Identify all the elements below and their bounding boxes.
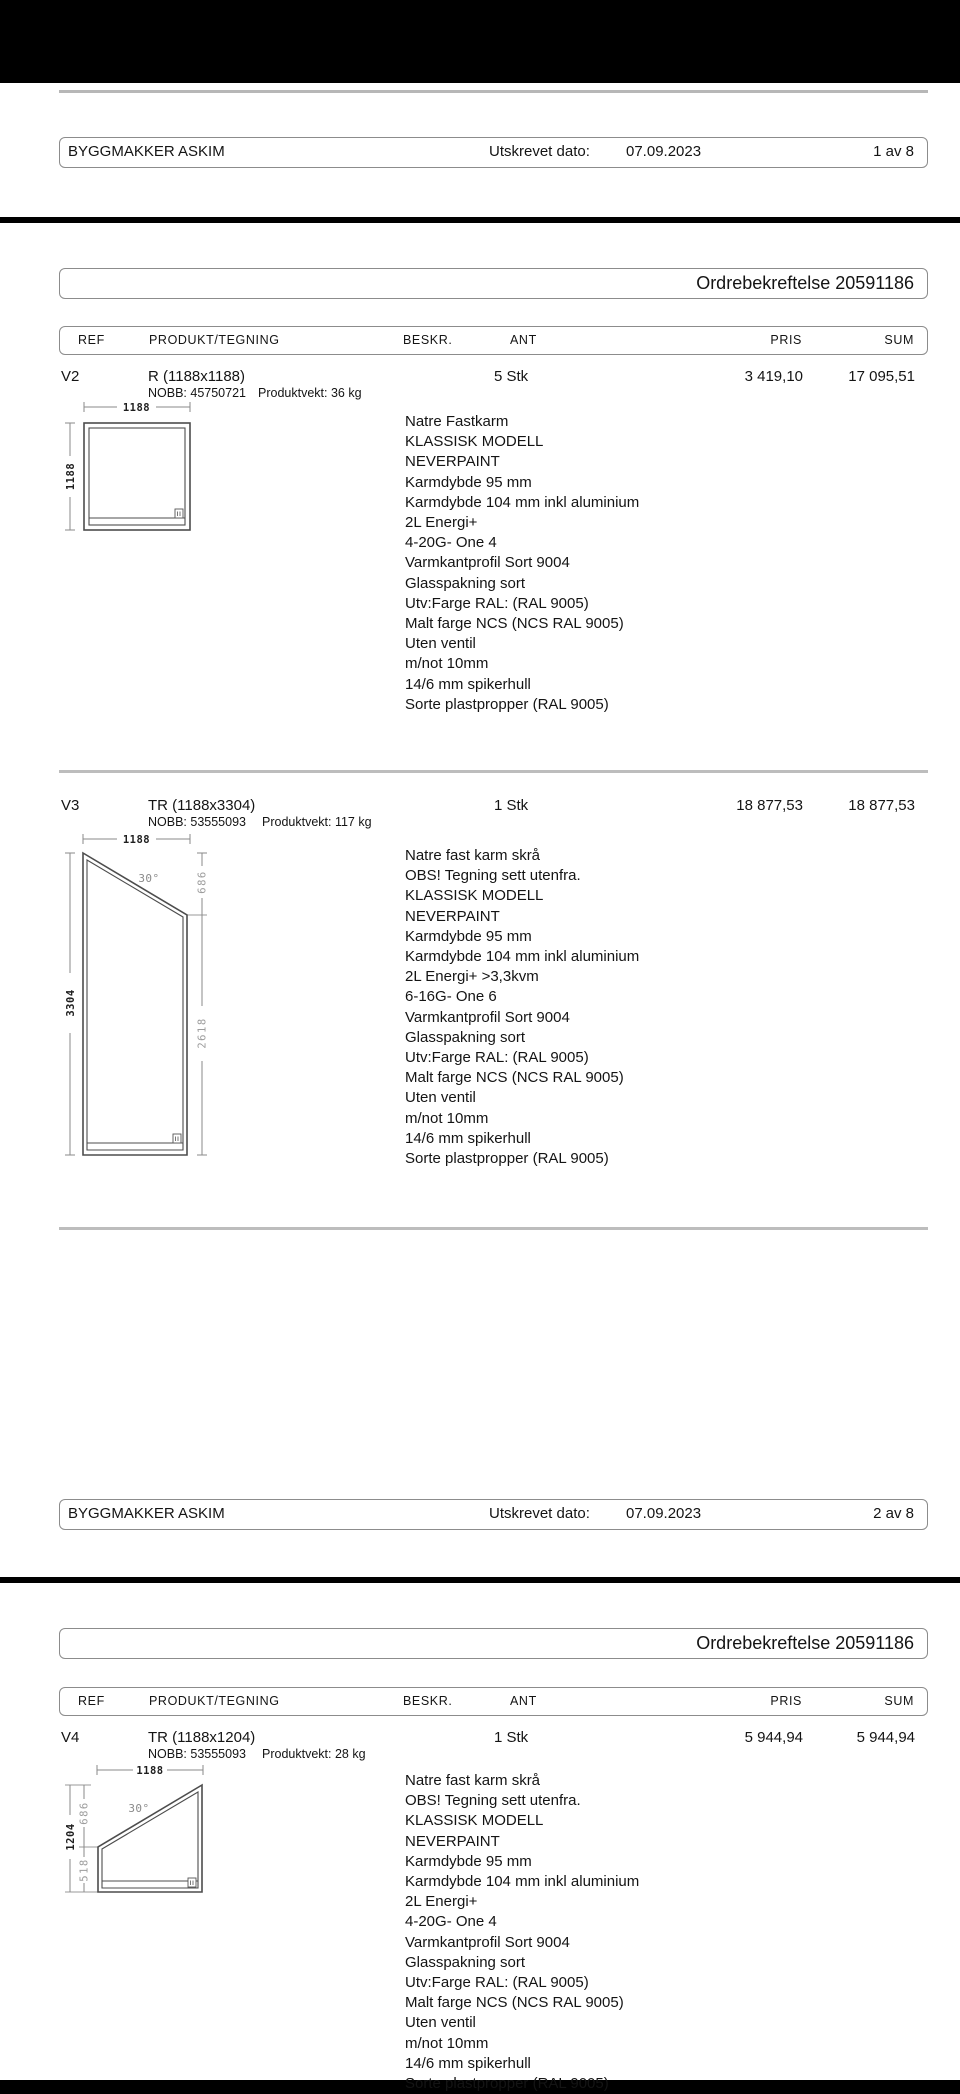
item-qty: 1 Stk <box>494 1729 529 1746</box>
item-qty: 5 Stk <box>494 368 529 385</box>
dim-height-label: 1188 <box>65 462 77 491</box>
item-price: 5 944,94 <box>744 1729 803 1746</box>
item-nobb: NOBB: 53555093 <box>148 815 246 829</box>
item-divider-1 <box>59 770 928 773</box>
item-description <box>405 846 735 1169</box>
description-line: Karmdybde 95 mm <box>405 473 532 491</box>
page-break-1 <box>0 217 960 223</box>
item-weight: Produktvekt: 36 kg <box>258 386 362 400</box>
description-line: Natre fast karm skrå <box>405 1772 541 1789</box>
table-header-2 <box>59 1687 928 1716</box>
description-line: Malt farge NCS (NCS RAL 9005) <box>405 1994 624 2012</box>
description-line: OBS! Tegning sett utenfra. <box>405 867 581 885</box>
dim-bottom-segment-label: 518 <box>78 1858 91 1882</box>
page-break-2 <box>0 1577 960 1583</box>
col-ref: REF <box>78 333 105 347</box>
slope-angle-label: 30° <box>138 872 160 885</box>
window-drawing-v3 <box>59 830 219 1165</box>
dim-top-segment-label: 686 <box>196 870 209 894</box>
page-number: 2 av 8 <box>873 1505 914 1522</box>
item-nobb: NOBB: 45750721 <box>148 386 246 400</box>
description-line: Karmdybde 95 mm <box>405 927 532 945</box>
description-line: Malt farge NCS (NCS RAL 9005) <box>405 615 624 633</box>
dim-height-label: 1204 <box>65 1823 77 1851</box>
description-line: Natre Fastkarm <box>405 413 509 430</box>
frame-marker-icon <box>188 1878 196 1887</box>
item-product: R (1188x1188) <box>148 368 246 385</box>
printed-date-value: 07.09.2023 <box>626 1505 702 1522</box>
description-line: m/not 10mm <box>405 655 489 673</box>
description-line: Glasspakning sort <box>405 1028 526 1046</box>
description-line: NEVERPAINT <box>405 1832 500 1850</box>
description-line: Varmkantprofil Sort 9004 <box>405 554 570 572</box>
printed-date-value: 07.09.2023 <box>626 143 702 160</box>
item-weight: Produktvekt: 28 kg <box>262 1747 366 1761</box>
description-line: NEVERPAINT <box>405 453 500 471</box>
dim-width-label: 1188 <box>136 1765 164 1777</box>
col-beskr: BESKR. <box>403 333 453 347</box>
item-weight: Produktvekt: 117 kg <box>262 815 372 829</box>
frame-marker-icon <box>173 1134 181 1143</box>
col-beskr: BESKR. <box>403 1694 453 1708</box>
company-name: BYGGMAKKER ASKIM <box>68 1505 225 1522</box>
window-drawing-v2 <box>59 396 209 538</box>
description-line: Uten ventil <box>405 2014 476 2032</box>
dim-bottom-segment-label: 2618 <box>196 1017 209 1049</box>
item-description <box>405 1771 735 2094</box>
description-line: Utv:Farge RAL: (RAL 9005) <box>405 1974 589 1992</box>
table-header-1 <box>59 326 928 355</box>
item-ref: V3 <box>61 797 80 814</box>
description-line: m/not 10mm <box>405 1109 489 1127</box>
dim-width-label: 1188 <box>122 834 151 846</box>
description-line: Varmkantprofil Sort 9004 <box>405 1008 570 1026</box>
col-pris: PRIS <box>770 333 802 347</box>
window-drawing-v4 <box>55 1762 215 1897</box>
description-line: Natre fast karm skrå <box>405 847 541 864</box>
description-line: 2L Energi+ <box>405 514 478 532</box>
description-line: Sorte plastpropper (RAL 9005) <box>405 2075 609 2093</box>
col-sum: SUM <box>884 1694 914 1708</box>
description-line: Karmdybde 104 mm inkl aluminium <box>405 948 640 966</box>
item-qty: 1 Stk <box>494 797 529 814</box>
description-line: 6-16G- One 6 <box>405 988 497 1006</box>
page1-footer-box <box>59 137 928 168</box>
col-sum: SUM <box>884 333 914 347</box>
order-title-box-2 <box>59 1628 928 1659</box>
description-line: m/not 10mm <box>405 2034 489 2052</box>
description-line: Glasspakning sort <box>405 1953 526 1971</box>
item-ref: V4 <box>61 1729 80 1746</box>
col-product: PRODUKT/TEGNING <box>149 1694 280 1708</box>
description-line: Karmdybde 104 mm inkl aluminium <box>405 1873 640 1891</box>
description-line: KLASSISK MODELL <box>405 887 544 905</box>
page-number: 1 av 8 <box>873 143 914 160</box>
item-sum: 17 095,51 <box>848 368 915 385</box>
company-name: BYGGMAKKER ASKIM <box>68 143 225 160</box>
item-product: TR (1188x3304) <box>148 797 256 814</box>
dim-top-segment-label: 686 <box>78 1801 91 1825</box>
page1-footer-rule <box>59 90 928 93</box>
dim-width-label: 1188 <box>122 402 151 414</box>
description-line: Varmkantprofil Sort 9004 <box>405 1933 570 1951</box>
printed-date-label: Utskrevet dato: <box>489 1505 590 1522</box>
description-line: 4-20G- One 4 <box>405 534 497 552</box>
description-line: Utv:Farge RAL: (RAL 9005) <box>405 1049 589 1067</box>
printed-date-label: Utskrevet dato: <box>489 143 590 160</box>
item-nobb: NOBB: 53555093 <box>148 1747 246 1761</box>
description-line: Sorte plastpropper (RAL 9005) <box>405 695 609 713</box>
description-line: 14/6 mm spikerhull <box>405 1129 531 1147</box>
slope-angle-label: 30° <box>128 1802 150 1815</box>
item-ref: V2 <box>61 368 80 385</box>
page2-footer-box <box>59 1499 928 1530</box>
item-sum: 5 944,94 <box>856 1729 915 1746</box>
col-ref: REF <box>78 1694 105 1708</box>
item-price: 18 877,53 <box>736 797 803 814</box>
item-divider-2 <box>59 1227 928 1230</box>
description-line: KLASSISK MODELL <box>405 433 544 451</box>
description-line: 14/6 mm spikerhull <box>405 675 531 693</box>
description-line: Karmdybde 104 mm inkl aluminium <box>405 493 640 511</box>
description-line: OBS! Tegning sett utenfra. <box>405 1792 581 1810</box>
item-sum: 18 877,53 <box>848 797 915 814</box>
order-title: Ordrebekreftelse 20591186 <box>696 273 914 293</box>
order-title: Ordrebekreftelse 20591186 <box>696 1633 914 1653</box>
col-product: PRODUKT/TEGNING <box>149 333 280 347</box>
frame-marker-icon <box>175 509 183 518</box>
description-line: 4-20G- One 4 <box>405 1913 497 1931</box>
description-line: KLASSISK MODELL <box>405 1812 544 1830</box>
description-line: Uten ventil <box>405 1089 476 1107</box>
description-line: 14/6 mm spikerhull <box>405 2054 531 2072</box>
description-line: Malt farge NCS (NCS RAL 9005) <box>405 1069 624 1087</box>
col-ant: ANT <box>510 1694 537 1708</box>
description-line: 2L Energi+ <box>405 1893 478 1911</box>
dim-height-label: 3304 <box>65 989 77 1017</box>
item-product: TR (1188x1204) <box>148 1729 256 1746</box>
col-pris: PRIS <box>770 1694 802 1708</box>
order-title-box-1 <box>59 268 928 299</box>
item-price: 3 419,10 <box>744 368 803 385</box>
description-line: Utv:Farge RAL: (RAL 9005) <box>405 594 589 612</box>
item-description <box>405 412 735 715</box>
description-line: NEVERPAINT <box>405 907 500 925</box>
viewer-top-bar <box>0 0 960 83</box>
col-ant: ANT <box>510 333 537 347</box>
description-line: Karmdybde 95 mm <box>405 1852 532 1870</box>
description-line: Uten ventil <box>405 635 476 653</box>
description-line: Glasspakning sort <box>405 574 526 592</box>
description-line: Sorte plastpropper (RAL 9005) <box>405 1150 609 1168</box>
description-line: 2L Energi+ >3,3kvm <box>405 968 539 986</box>
